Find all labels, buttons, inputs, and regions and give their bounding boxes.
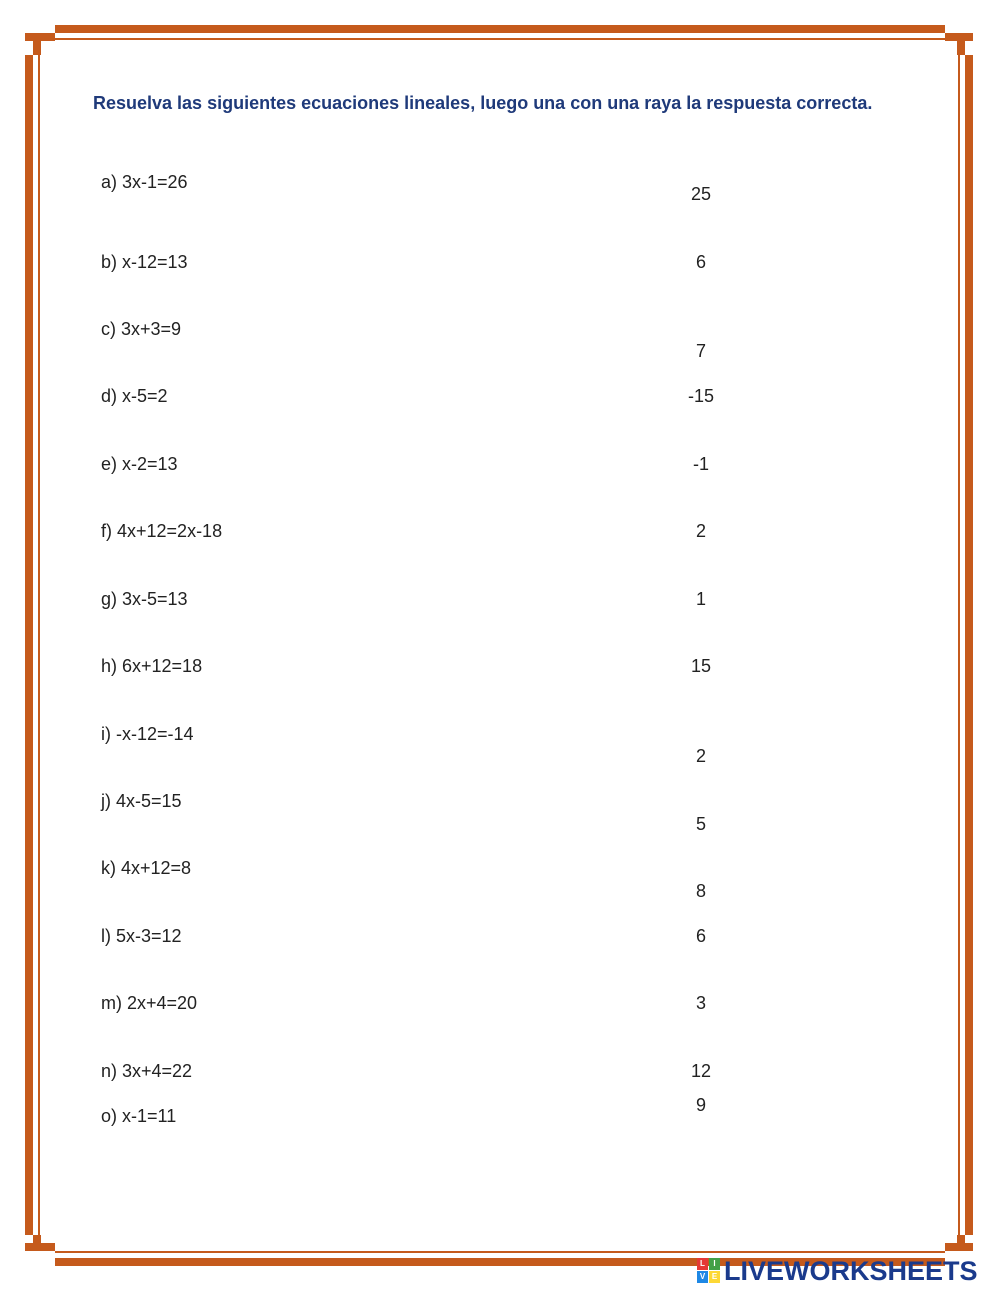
answer-item[interactable]: -1: [692, 454, 709, 474]
answer-item[interactable]: 25: [690, 184, 712, 204]
answer-item[interactable]: 5: [695, 814, 706, 834]
frame-right-thin: [958, 55, 960, 1235]
logo-cube-letter: I: [709, 1258, 720, 1270]
frame-top-thick: [55, 25, 945, 33]
logo-text: LIVEWORKSHEETS: [724, 1255, 978, 1286]
frame-corner-tl-v: [33, 33, 41, 55]
frame-corner-tr-v: [957, 33, 965, 55]
answer-item[interactable]: 9: [695, 1095, 706, 1115]
equation-n: n) 3x+4=22: [101, 1061, 193, 1081]
logo-cube-letter: E: [709, 1271, 720, 1283]
answer-item[interactable]: 12: [690, 1061, 712, 1081]
answer-item[interactable]: 8: [695, 881, 706, 901]
equation-e: e) x-2=13: [101, 454, 178, 474]
equation-g: g) 3x-5=13: [101, 589, 188, 609]
logo-cube-icon: [697, 1258, 721, 1284]
frame-bottom-thin: [55, 1251, 945, 1253]
equation-j: j) 4x-5=15: [101, 791, 182, 811]
frame-corner-bl-v: [33, 1235, 41, 1251]
answer-item[interactable]: 6: [695, 252, 706, 272]
frame-corner-br-v: [957, 1235, 965, 1251]
answer-item[interactable]: 2: [695, 521, 706, 541]
answer-item[interactable]: -15: [687, 386, 714, 406]
logo-cube-letter: V: [697, 1271, 708, 1283]
answer-item[interactable]: 15: [690, 656, 712, 676]
equation-c: c) 3x+3=9: [101, 319, 182, 339]
frame-top-thin: [55, 38, 945, 40]
equation-m: m) 2x+4=20: [101, 993, 198, 1013]
equation-d: d) x-5=2: [101, 386, 168, 406]
frame-right-thick: [965, 55, 973, 1235]
answer-item[interactable]: 6: [695, 926, 706, 946]
answer-item[interactable]: 7: [695, 341, 706, 361]
liveworksheets-logo: [697, 1256, 978, 1286]
equation-k: k) 4x+12=8: [101, 858, 192, 878]
equation-l: l) 5x-3=12: [101, 926, 182, 946]
equation-f: f) 4x+12=2x-18: [101, 521, 223, 541]
equation-i: i) -x-12=-14: [101, 724, 194, 744]
answer-item[interactable]: 2: [695, 746, 706, 766]
logo-cube-letter: L: [697, 1258, 708, 1270]
frame-left-thick: [25, 55, 33, 1235]
equation-b: b) x-12=13: [101, 252, 188, 272]
equation-a: a) 3x-1=26: [101, 172, 188, 192]
frame-left-thin: [38, 55, 40, 1235]
equation-h: h) 6x+12=18: [101, 656, 203, 676]
equation-o: o) x-1=11: [101, 1106, 177, 1126]
answer-item[interactable]: 3: [695, 993, 706, 1013]
instruction-text: Resuelva las siguientes ecuaciones lineales, luego una con una raya la respuesta correcta.: [93, 93, 873, 113]
answer-item[interactable]: 1: [695, 589, 706, 609]
